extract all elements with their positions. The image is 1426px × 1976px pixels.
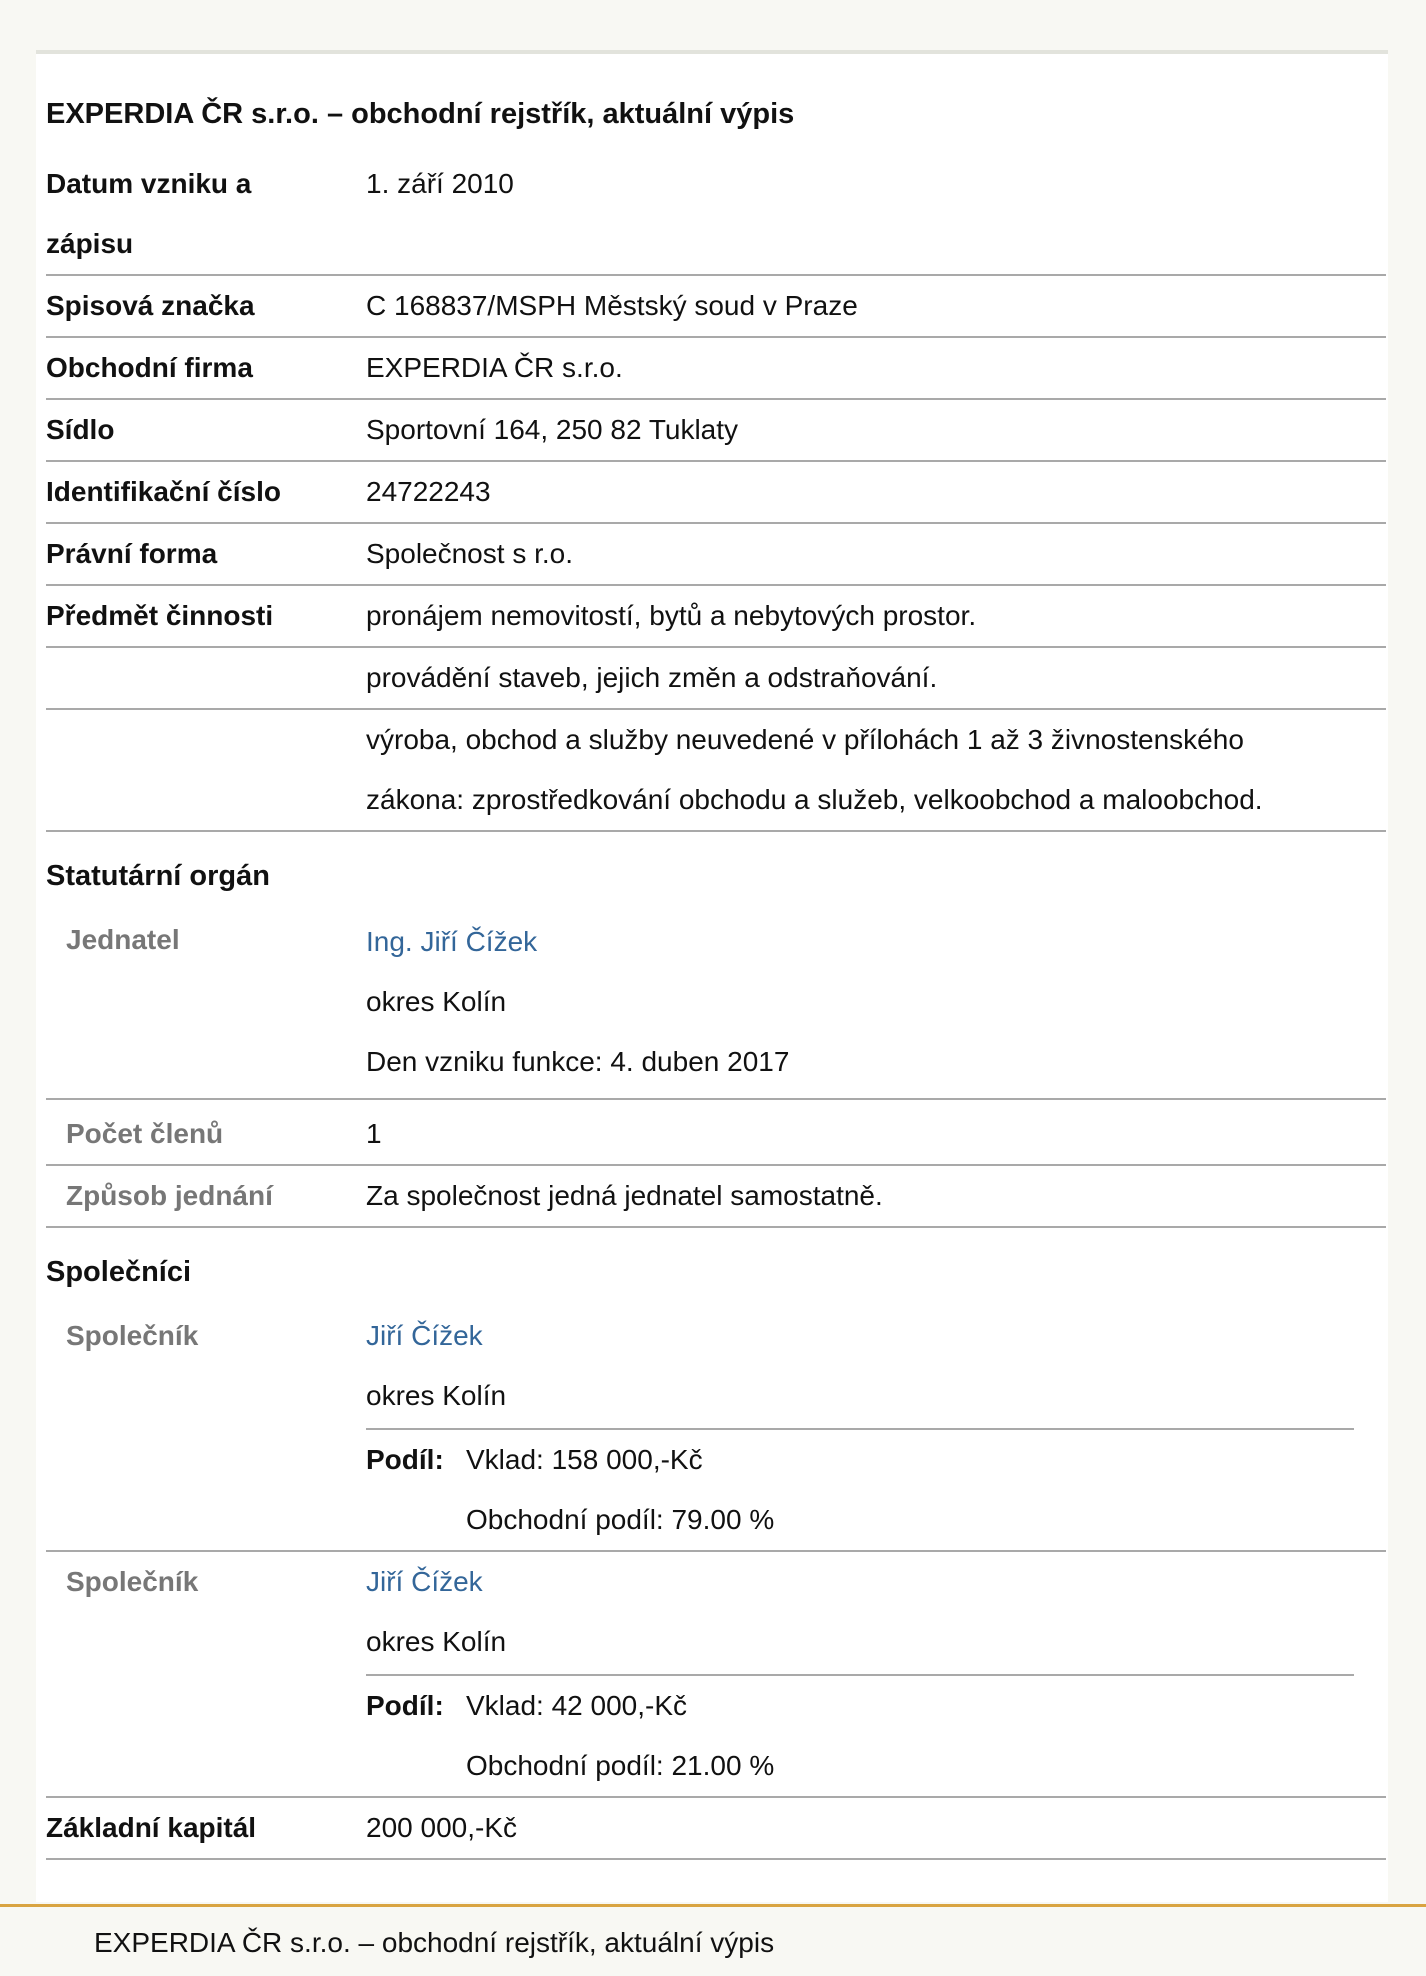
row-jednatel bbox=[46, 910, 1386, 1100]
row-value bbox=[366, 1306, 1386, 1550]
share-block bbox=[366, 1674, 1354, 1796]
row-label-empty bbox=[46, 648, 366, 708]
row-value-line1: výroba, obchod a služby neuvedené v přílohách 1 až 3 živnostenského bbox=[366, 724, 1244, 755]
function-since: Den vzniku funkce: 4. duben 2017 bbox=[366, 1046, 790, 1077]
row-value: Za společnost jedná jednatel samostatně. bbox=[366, 1180, 883, 1211]
share-label: Podíl: bbox=[366, 1444, 444, 1475]
row-spolecnik-1 bbox=[46, 1306, 1386, 1552]
row-sidlo bbox=[46, 400, 1386, 462]
row-label: Sídlo bbox=[46, 414, 115, 445]
row-label: Spisová značka bbox=[46, 290, 255, 321]
row-spolecnik-2 bbox=[46, 1552, 1386, 1798]
share-label: Podíl: bbox=[366, 1690, 444, 1721]
row-label: Právní forma bbox=[46, 538, 218, 569]
person-district: okres Kolín bbox=[366, 986, 507, 1017]
row-ico bbox=[46, 462, 1386, 524]
row-zpusob-jednani bbox=[46, 1166, 1386, 1228]
row-value bbox=[366, 1552, 1386, 1796]
footer-text: EXPERDIA ČR s.r.o. – obchodní rejstřík, aktuální výpis bbox=[94, 1927, 775, 1958]
row-label: Základní kapitál bbox=[46, 1812, 257, 1843]
row-predmet-cinnosti-3 bbox=[46, 710, 1386, 832]
row-pocet-clenu bbox=[46, 1100, 1386, 1166]
row-label: Jednatel bbox=[66, 924, 180, 955]
row-value: provádění staveb, jejich změn a odstraňování. bbox=[366, 662, 938, 693]
section-title-statutar: Statutární orgán bbox=[46, 860, 270, 892]
row-value: Sportovní 164, 250 82 Tuklaty bbox=[366, 414, 739, 445]
row-value: 200 000,-Kč bbox=[366, 1812, 517, 1843]
row-value: EXPERDIA ČR s.r.o. bbox=[366, 352, 623, 383]
row-datum-vzniku bbox=[46, 154, 1386, 276]
row-value: Společnost s r.o. bbox=[366, 538, 574, 569]
row-value: 1 bbox=[366, 1118, 382, 1149]
person-link[interactable]: Jiří Čížek bbox=[366, 1566, 483, 1597]
person-district: okres Kolín bbox=[366, 1380, 507, 1411]
row-label: Identifikační číslo bbox=[46, 476, 281, 507]
row-label: Společník bbox=[66, 1566, 199, 1597]
section-title-spolecnici: Společníci bbox=[46, 1256, 192, 1288]
row-predmet-cinnosti-1 bbox=[46, 586, 1386, 648]
row-zakladni-kapital bbox=[46, 1798, 1386, 1860]
share-vklad: Vklad: 42 000,-Kč bbox=[466, 1690, 688, 1721]
row-label: Předmět činnosti bbox=[46, 600, 274, 631]
row-spisova-znacka bbox=[46, 276, 1386, 338]
row-value: C 168837/MSPH Městský soud v Praze bbox=[366, 290, 858, 321]
person-link[interactable]: Ing. Jiří Čížek bbox=[366, 926, 538, 957]
share-block bbox=[366, 1428, 1354, 1550]
row-pravni-forma bbox=[46, 524, 1386, 586]
row-label: Společník bbox=[66, 1320, 199, 1351]
page-title: EXPERDIA ČR s.r.o. – obchodní rejstřík, aktuální výpis bbox=[46, 98, 795, 130]
share-values bbox=[466, 1430, 774, 1550]
row-label-line1: Datum vzniku a bbox=[46, 168, 252, 199]
share-podil: Obchodní podíl: 79.00 % bbox=[466, 1504, 775, 1535]
person-district: okres Kolín bbox=[366, 1626, 507, 1657]
person-link[interactable]: Jiří Čížek bbox=[366, 1320, 483, 1351]
row-value bbox=[366, 910, 1386, 1098]
row-label: Obchodní firma bbox=[46, 352, 253, 383]
share-podil: Obchodní podíl: 21.00 % bbox=[466, 1750, 775, 1781]
row-label: Způsob jednání bbox=[66, 1180, 273, 1211]
row-obchodni-firma bbox=[46, 338, 1386, 400]
row-predmet-cinnosti-2 bbox=[46, 648, 1386, 710]
row-label-line2: zápisu bbox=[46, 228, 134, 259]
row-value bbox=[366, 710, 1386, 830]
row-value-line2: zákona: zprostředkování obchodu a služeb, velkoobchod a maloobchod. bbox=[366, 784, 1263, 815]
row-value: 24722243 bbox=[366, 476, 491, 507]
row-label-empty bbox=[46, 710, 366, 830]
register-content bbox=[46, 92, 1386, 1860]
row-label bbox=[46, 154, 366, 274]
register-card bbox=[36, 50, 1388, 1902]
row-value: 1. září 2010 bbox=[366, 168, 514, 199]
share-values bbox=[466, 1676, 774, 1796]
row-label: Počet členů bbox=[66, 1118, 224, 1149]
share-vklad: Vklad: 158 000,-Kč bbox=[466, 1444, 703, 1475]
footer-divider bbox=[0, 1904, 1426, 1907]
row-value: pronájem nemovitostí, bytů a nebytových prostor. bbox=[366, 600, 977, 631]
